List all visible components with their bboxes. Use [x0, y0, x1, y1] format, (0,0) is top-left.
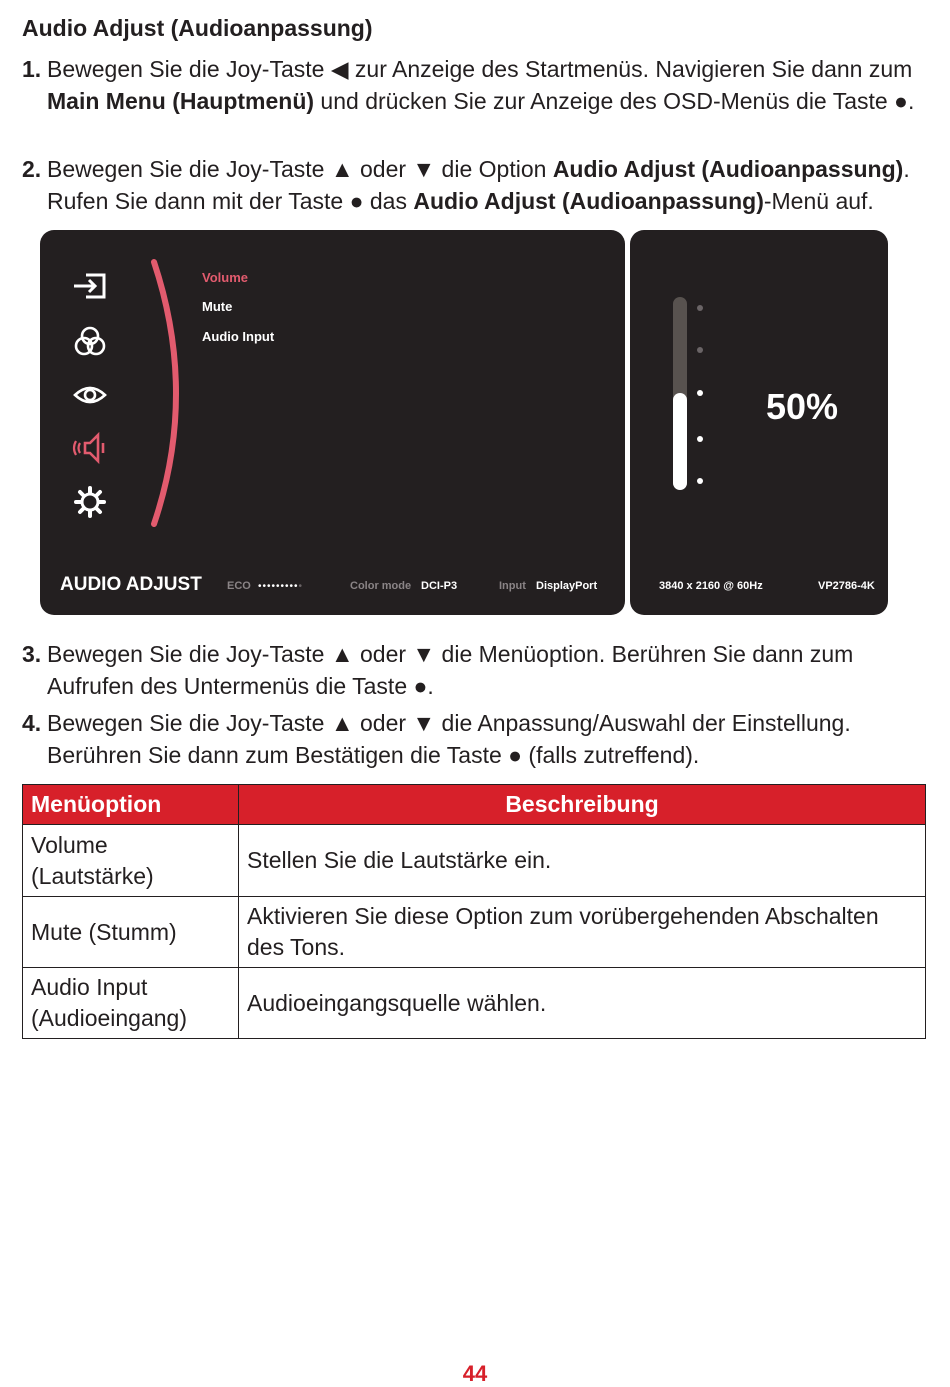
osd-main-panel [40, 230, 625, 615]
menu-item-mute[interactable]: Mute [202, 299, 233, 314]
table-cell-option: Volume (Lautstärke) [23, 825, 239, 897]
volume-slider-fill [673, 393, 687, 490]
eye-icon[interactable] [70, 377, 110, 413]
step-3 [22, 638, 927, 702]
table-cell-description: Audioeingangsquelle wählen. [239, 968, 926, 1039]
menu-item-volume[interactable]: Volume [202, 270, 248, 285]
step-2 [22, 153, 927, 217]
step-text: Bewegen Sie die Joy-Taste ▲ oder ▼ die Option Audio Adjust (Audioanpassung). Rufen Sie dann mit der Taste ● das Audio Adjust (Audioanpassung)-Menü auf. [47, 156, 910, 214]
audio-icon[interactable] [70, 430, 110, 466]
color-mode-value: DCI-P3 [421, 580, 458, 592]
step-number: 4. [22, 710, 42, 736]
slider-tick [697, 347, 703, 353]
slider-tick [697, 478, 703, 484]
settings-icon[interactable] [70, 484, 110, 520]
step-number: 1. [22, 56, 42, 82]
table-row [23, 968, 926, 1039]
table-header-option: Menüoption [23, 785, 239, 825]
step-text: Bewegen Sie die Joy-Taste ▲ oder ▼ die Anpassung/Auswahl der Einstellung. Berühren Sie dann zum Bestätigen die Taste ● (falls zutreffend). [47, 710, 851, 768]
step-4 [22, 707, 927, 771]
volume-percentage: 50% [766, 386, 839, 427]
table-row [23, 897, 926, 968]
input-value: DisplayPort [536, 580, 598, 592]
menu-arc [148, 258, 184, 530]
slider-tick [697, 390, 703, 396]
table-cell-description: Aktivieren Sie diese Option zum vorübergehenden Abschalten des Tons. [239, 897, 926, 968]
section-heading: Audio Adjust (Audioanpassung) [22, 15, 373, 41]
step-text: Bewegen Sie die Joy-Taste ◀ zur Anzeige des Startmenüs. Navigieren Sie dann zum Main Menu (Hauptmenü) und drücken Sie zur Anzeige des OSD-Menüs die Taste ●. [47, 56, 915, 114]
slider-tick [697, 436, 703, 442]
table-cell-description: Stellen Sie die Lautstärke ein. [239, 825, 926, 897]
step-1 [22, 53, 927, 117]
page-number: 44 [462, 1361, 488, 1386]
eco-level-indicator: •••••••••• [258, 581, 304, 592]
table-row [23, 825, 926, 897]
table-cell-option: Mute (Stumm) [23, 897, 239, 968]
input-label: Input [499, 580, 526, 592]
osd-title: AUDIO ADJUST [60, 574, 202, 595]
table-header-row [23, 785, 926, 825]
color-mode-label: Color mode [350, 580, 412, 592]
slider-tick [697, 305, 703, 311]
table-header-description: Beschreibung [239, 785, 926, 825]
menu-item-audio-input[interactable]: Audio Input [202, 329, 275, 344]
input-icon[interactable] [70, 268, 110, 304]
color-icon[interactable] [70, 324, 110, 360]
eco-label: ECO [227, 580, 251, 592]
step-number: 2. [22, 156, 42, 182]
osd-volume-panel [630, 230, 888, 615]
table-cell-option: Audio Input (Audioeingang) [23, 968, 239, 1039]
menu-option-table [22, 784, 926, 1039]
resolution-readout: 3840 x 2160 @ 60Hz [659, 580, 763, 592]
model-name: VP2786-4K [818, 580, 875, 592]
step-text: Bewegen Sie die Joy-Taste ▲ oder ▼ die Menüoption. Berühren Sie dann zum Aufrufen des Untermenüs die Taste ●. [47, 641, 854, 699]
step-number: 3. [22, 641, 42, 667]
